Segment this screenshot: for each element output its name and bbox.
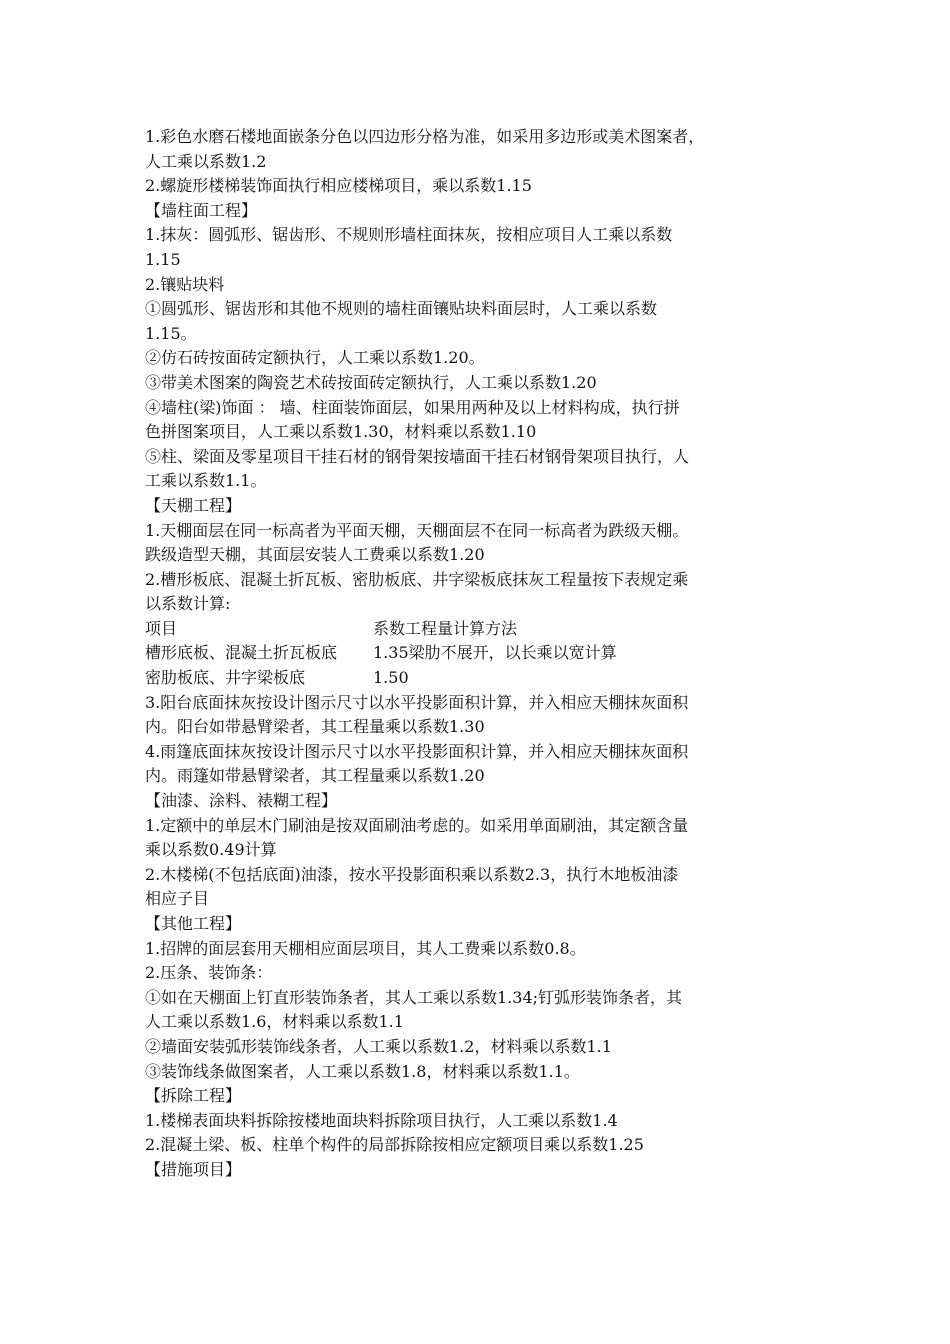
text-line: 1.15 xyxy=(145,249,181,269)
text-block-1 xyxy=(145,125,810,617)
text-line: 2.木楼梯(不包括底面)油漆，按水平投影面积乘以系数2.3，执行木地板油漆 xyxy=(145,864,679,884)
text-line: ①如在天棚面上钉直形装饰条者，其人工乘以系数1.34;钉弧形装饰条者，其 xyxy=(145,987,683,1007)
text-line: 相应子目 xyxy=(145,889,210,909)
text-line: 1.楼梯表面块料拆除按楼地面块料拆除项目执行，人工乘以系数1.4 xyxy=(145,1110,618,1130)
text-line: 2.螺旋形楼梯装饰面执行相应楼梯项目，乘以系数1.15 xyxy=(145,176,532,196)
coefficient-table xyxy=(145,617,810,691)
section-heading-demolition: 【拆除工程】 xyxy=(145,1086,242,1106)
text-line: ④墙柱(梁)饰面 ： 墙、柱面装饰面层，如果用两种及以上材料构成，执行拼 xyxy=(145,397,680,417)
text-line: ③装饰线条做图案者，人工乘以系数1.8，材料乘以系数1.1。 xyxy=(145,1061,580,1081)
text-line: 1.天棚面层在同一标高者为平面天棚，天棚面层不在同一标高者为跌级天棚。 xyxy=(145,520,689,540)
section-heading-ceiling: 【天棚工程】 xyxy=(145,495,242,515)
table-cell-item: 槽形底板、混凝土折瓦板底 xyxy=(145,643,338,663)
text-line: 1.招牌的面层套用天棚相应面层项目，其人工费乘以系数0.8。 xyxy=(145,938,586,958)
table-cell-method: 1.35梁肋不展开，以长乘以宽计算 xyxy=(373,643,617,663)
text-line: ②仿石砖按面砖定额执行，人工乘以系数1.20。 xyxy=(145,348,485,368)
text-line: 2.镶贴块料 xyxy=(145,274,225,294)
section-heading-other: 【其他工程】 xyxy=(145,914,242,933)
table-cell-item: 密肋板底、井字梁板底 xyxy=(145,668,306,688)
text-line: 色拼图案项目，人工乘以系数1.30，材料乘以系数1.10 xyxy=(145,422,537,442)
table-cell-method: 1.50 xyxy=(373,668,409,688)
text-line: 以系数计算: xyxy=(145,594,231,614)
text-line: 乘以系数0.49计算 xyxy=(145,840,277,860)
text-line: ②墙面安装弧形装饰线条者，人工乘以系数1.2，材料乘以系数1.1 xyxy=(145,1036,612,1056)
text-line: ①圆弧形、锯齿形和其他不规则的墙柱面镶贴块料面层时，人工乘以系数 xyxy=(145,299,658,319)
text-line: 内。雨篷如带悬臂梁者，其工程量乘以系数1.20 xyxy=(145,766,485,786)
table-header-method: 系数工程量计算方法 xyxy=(373,618,518,638)
text-block-2 xyxy=(145,691,810,1183)
text-line: 工乘以系数1.1。 xyxy=(145,471,267,491)
section-heading-measures: 【措施项目】 xyxy=(145,1159,242,1179)
table-header-row xyxy=(145,617,810,642)
text-line: 1.抹灰：圆弧形、锯齿形、不规则形墙柱面抹灰，按相应项目人工乘以系数 xyxy=(145,225,673,245)
text-line: 内。阳台如带悬臂梁者，其工程量乘以系数1.30 xyxy=(145,717,485,737)
text-line: 2.槽形板底、混凝土折瓦板、密肋板底、井字梁板底抹灰工程量按下表规定乘 xyxy=(145,569,689,589)
table-row xyxy=(145,641,810,666)
section-heading-wall: 【墙柱面工程】 xyxy=(145,200,258,220)
document-body xyxy=(145,125,810,1183)
table-row xyxy=(145,666,810,691)
text-line: 人工乘以系数1.6，材料乘以系数1.1 xyxy=(145,1012,404,1032)
text-line: 2.压条、装饰条： xyxy=(145,963,273,983)
table-header-item: 项目 xyxy=(145,618,178,638)
text-line: 1.定额中的单层木门刷油是按双面刷油考虑的。如采用单面刷油，其定额含量 xyxy=(145,815,689,835)
text-line: 人工乘以系数1.2 xyxy=(145,151,267,171)
text-line: 2.混凝土梁、板、柱单个构件的局部拆除按相应定额项目乘以系数1.25 xyxy=(145,1135,644,1155)
text-line: 3.阳台底面抹灰按设计图示尺寸以水平投影面积计算，并入相应天棚抹灰面积 xyxy=(145,692,689,712)
text-line: 1.彩色水磨石楼地面嵌条分色以四边形分格为准，如采用多边形或美术图案者， xyxy=(145,127,705,146)
text-line: ⑤柱、梁面及零星项目干挂石材的钢骨架按墙面干挂石材钢骨架项目执行，人 xyxy=(145,446,690,466)
text-line: 跌级造型天棚，其面层安装人工费乘以系数1.20 xyxy=(145,545,485,565)
text-line: 4.雨篷底面抹灰按设计图示尺寸以水平投影面积计算，并入相应天棚抹灰面积 xyxy=(145,741,689,761)
text-line: 1.15。 xyxy=(145,323,197,343)
text-line: ③带美术图案的陶瓷艺术砖按面砖定额执行，人工乘以系数1.20 xyxy=(145,372,597,392)
section-heading-paint: 【油漆、涂料、裱糊工程】 xyxy=(145,791,338,811)
